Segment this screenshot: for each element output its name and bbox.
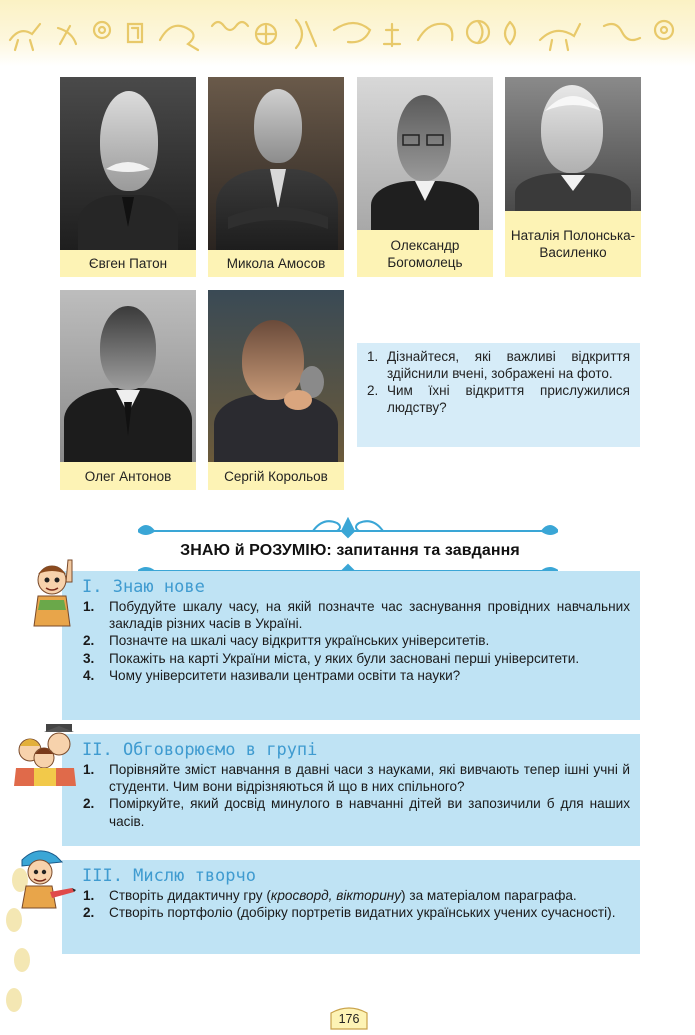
task-item: 3. Покажіть на карті України міста, у яких були засновані перші університети. — [83, 650, 580, 666]
task-item: 2. Створіть портфоліо (добірку портретів видатних українських учених сучасності). — [83, 905, 616, 921]
panel-heading: I. Знаю нове — [82, 577, 205, 597]
photo — [357, 77, 493, 230]
portrait-card — [60, 290, 196, 490]
group-of-kids-icon — [10, 724, 80, 786]
task-item: 2. Поміркуйте, який досвід минулого в навчанні дітей ви запозичили б для наших часів. — [83, 796, 630, 829]
portrait-caption: Сергій Корольов — [224, 468, 328, 484]
section-title: ЗНАЮ й РОЗУМІЮ: запитання та завдання — [180, 542, 520, 559]
portrait-card — [208, 290, 344, 490]
page-number: 176 — [327, 1005, 371, 1031]
ornament-top-icon — [138, 517, 558, 539]
portrait-card — [60, 77, 196, 277]
question-item: 2. Чим їхні відкриття прислужилися людству? — [367, 383, 630, 415]
task-item: 1. Порівняйте зміст навчання в давні часи з науками, які вивчають тепер ішні учні й студенти. Чим вони відрізняються й що в них спільного? — [83, 762, 630, 795]
petroglyph-ornament-icon — [0, 0, 695, 66]
panel-heading: III. Мислю творчо — [82, 866, 256, 886]
photo — [208, 290, 344, 462]
panel-know-new — [62, 571, 640, 720]
boy-with-pencil-icon — [16, 846, 76, 910]
header-decoration — [0, 0, 695, 66]
portrait-caption: Микола Амосов — [226, 256, 326, 271]
portrait-man-suit-icon — [60, 290, 196, 462]
panel-group-discussion — [62, 734, 640, 846]
portrait-card — [208, 77, 344, 277]
portrait-caption: Євген Патон — [88, 256, 168, 271]
task-item: 4. Чому університети називали центрами освіти та науки? — [83, 667, 461, 683]
photo — [60, 77, 196, 250]
portrait-elderly-woman-icon — [505, 77, 641, 211]
task-item: 1. Створіть дидактичну гру (кросворд, вікторину) за матеріалом параграфа. — [83, 888, 577, 903]
boy-raising-hand-icon — [30, 556, 78, 628]
portrait-caption: Олександр Богомолець — [387, 237, 463, 270]
task-item: 2. Позначте на шкалі часу відкриття українських університетів. — [83, 633, 490, 649]
panel-heading: II. Обговорюємо в групі — [82, 740, 318, 760]
portrait-man-crossed-arms-icon — [208, 77, 344, 250]
portrait-man-glasses-icon — [357, 77, 493, 230]
photo — [208, 77, 344, 250]
question-item: 1. Дізнайтеся, які важливі відкриття здійснили вчені, зображені на фото. — [367, 349, 630, 381]
photo — [505, 77, 641, 211]
portrait-elder-mustache-icon — [60, 77, 196, 250]
question-box — [357, 343, 640, 447]
task-item: 1. Побудуйте шкалу часу, на якій позначте час заснування провідних навчальних закладів різних часів в Україні. — [83, 599, 630, 632]
portrait-card — [505, 77, 641, 277]
portrait-card — [357, 77, 493, 277]
photo — [60, 290, 196, 462]
portrait-caption: Олег Антонов — [84, 468, 172, 484]
portrait-man-microphone-icon — [208, 290, 344, 462]
panel-creative-thinking — [62, 860, 640, 954]
portrait-caption: Наталія Полонська-Василенко — [510, 228, 636, 260]
